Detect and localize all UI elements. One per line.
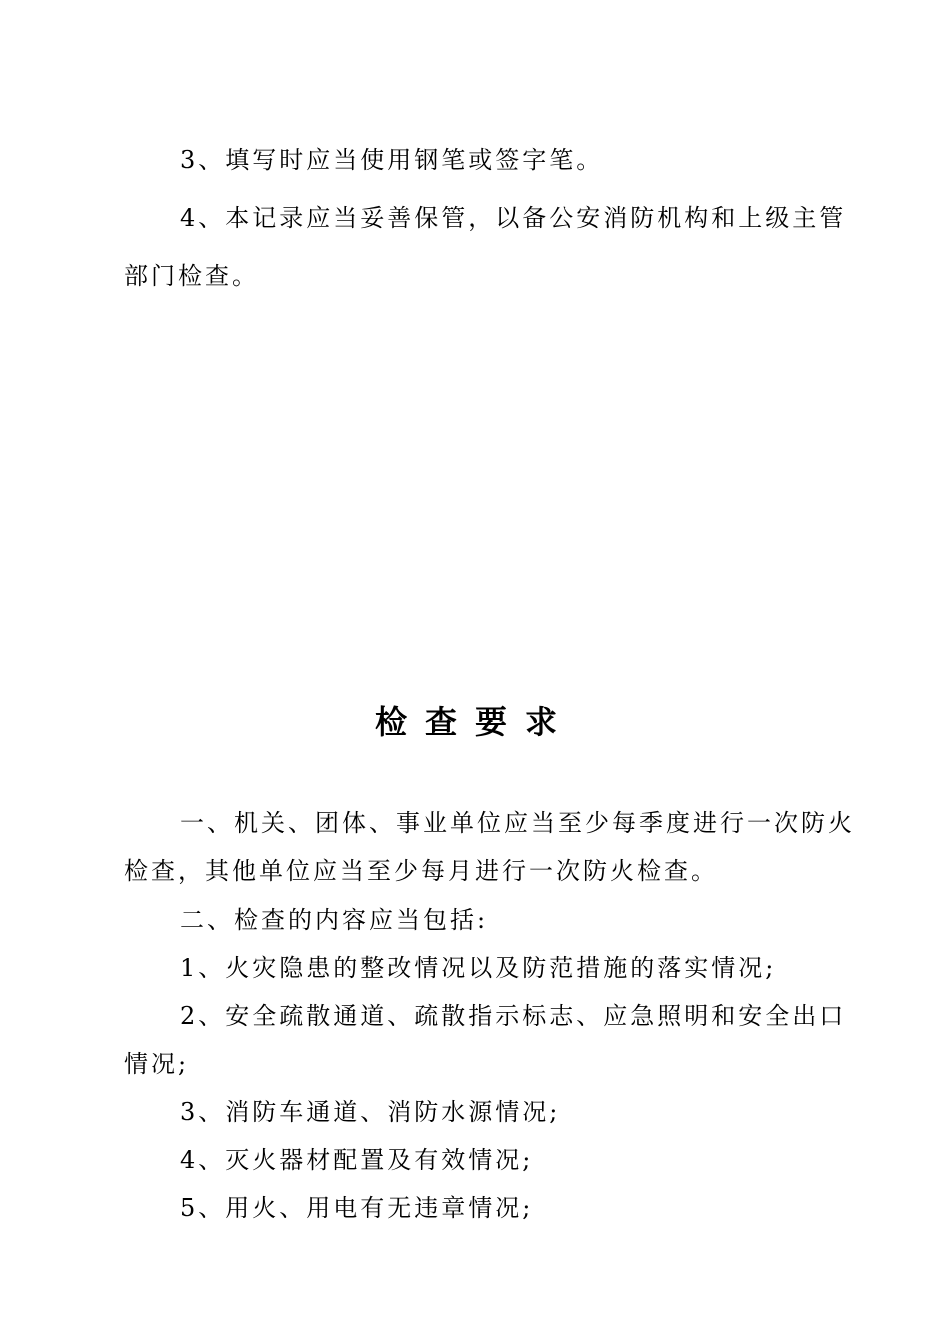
content-item-2-line-2: 情况; (124, 1050, 190, 1078)
note-item-3: 3、填写时应当使用钢笔或签字笔。 (180, 146, 604, 174)
content-item-4: 4、灭火器材配置及有效情况; (180, 1146, 534, 1174)
requirement-1-line-2: 检查，其他单位应当至少每月进行一次防火检查。 (124, 857, 718, 885)
requirement-2: 二、检查的内容应当包括: (180, 906, 489, 934)
content-item-3: 3、消防车通道、消防水源情况; (180, 1098, 561, 1126)
requirement-1-line-1: 一、机关、团体、事业单位应当至少每季度进行一次防火 (180, 809, 855, 837)
note-item-4-line-2: 部门检查。 (124, 262, 259, 290)
content-item-2-line-1: 2、安全疏散通道、疏散指示标志、应急照明和安全出口 (180, 1002, 847, 1030)
content-item-5: 5、用火、用电有无违章情况; (180, 1194, 534, 1222)
section-title: 检查要求 (374, 703, 575, 741)
note-item-4-line-1: 4、本记录应当妥善保管，以备公安消防机构和上级主管 (180, 204, 847, 232)
content-item-1: 1、火灾隐患的整改情况以及防范措施的落实情况; (180, 954, 777, 982)
